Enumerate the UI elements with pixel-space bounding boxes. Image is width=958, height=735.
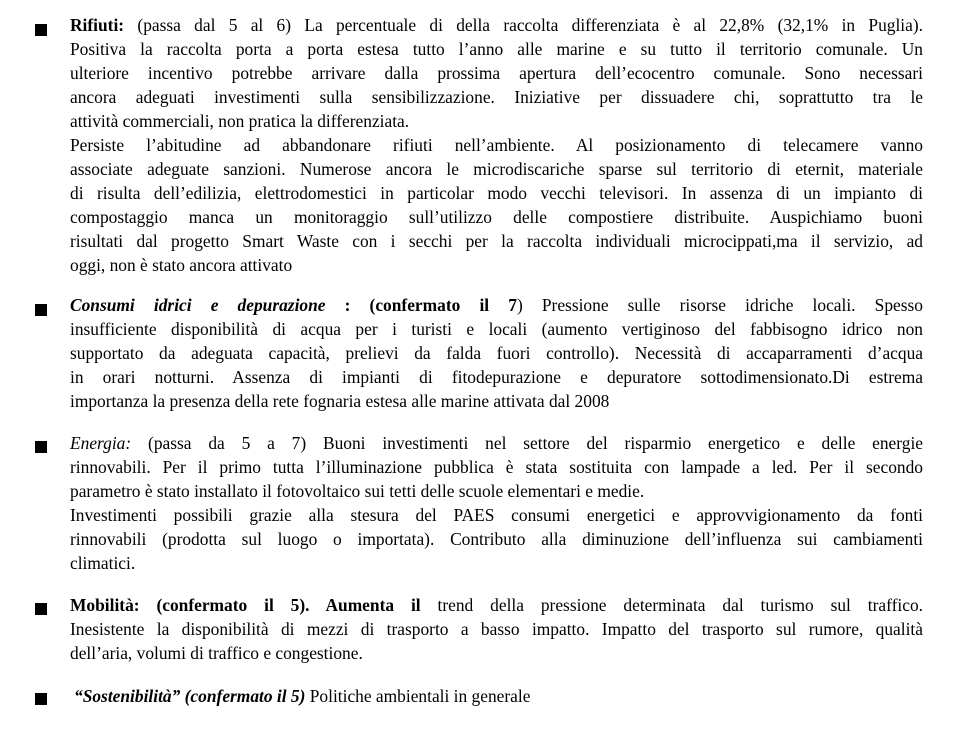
bullet-square-icon	[35, 693, 47, 705]
mobilita-line-1: Mobilità: (confermato il 5). Aumenta il trend della pressione determinata dal turismo sul traffico.	[70, 595, 923, 615]
consumi-status: (confermato il 7	[369, 295, 517, 315]
energia-line-2: rinnovabili. Per il primo tutta l’illuminazione pubblica è stata sostituita con lampade a led. Per il secondo	[70, 457, 923, 477]
rifiuti-line-8: di risulta dell’edilizia, elettrodomestici in particolar modo vecchi televisori. In assenza di un impianto di	[70, 183, 923, 203]
consumi-line-5: importanza la presenza della rete fognaria estesa alle marine attivata dal 2008	[70, 391, 610, 411]
mobilita-line-3: dell’aria, volumi di traffico e congestione.	[70, 643, 363, 663]
rifiuti-line-6: Persiste l’abitudine ad abbandonare rifiuti nell’ambiente. Al posizionamento di telecamere vanno	[70, 135, 923, 155]
mobilita-title: Mobilità: (confermato il 5). Aumenta il	[70, 595, 421, 615]
rifiuti-line-10: risultati dal progetto Smart Waste con i secchi per la raccolta individuali microcippati,ma il servizio, ad	[70, 231, 923, 251]
energia-line-5: rinnovabili (prodotta sul luogo o importata). Contributo alla diminuzione dell’influenza sui cambiamenti	[70, 529, 923, 549]
rifiuti-line-7: associate adeguate sanzioni. Numerose ancora le microdiscariche sparse sul territorio di eternit, materiale	[70, 159, 923, 179]
bullet-square-icon	[35, 304, 47, 316]
energia-title: Energia:	[70, 433, 132, 453]
mobilita-line-2: Inesistente la disponibilità di mezzi di trasporto a basso impatto. Impatto del trasporto sul rumore, qualità	[70, 619, 923, 639]
energia-line-3: parametro è stato installato il fotovoltaico sui tetti delle scuole elementari e medie.	[70, 481, 645, 501]
consumi-title: Consumi idrici e depurazione	[70, 295, 326, 315]
bullet-square-icon	[35, 441, 47, 453]
rifiuti-line-3: ulteriore incentivo potrebbe arrivare dalla prossima apertura dell’ecocentro comunale. Sono necessari	[70, 63, 923, 83]
rifiuti-line-9: compostaggio manca un monitoraggio sull’utilizzo delle compostiere distribuite. Auspichiamo buoni	[70, 207, 923, 227]
sostenibilita-title: “Sostenibilità” (confermato il 5)	[74, 686, 306, 706]
rifiuti-line-1: Rifiuti: (passa dal 5 al 6) La percentuale di della raccolta differenziata è al 22,8% (32,1% in Puglia).	[70, 15, 923, 35]
energia-line-6: climatici.	[70, 553, 136, 573]
consumi-line-2: insufficiente disponibilità di acqua per i turisti e locali (aumento vertiginoso del fabbisogno idrico non	[70, 319, 923, 339]
bullet-square-icon	[35, 603, 47, 615]
consumi-line-3: supportato da adeguata capacità, prelievi da falda fuori controllo). Necessità di accaparramenti d’acqua	[70, 343, 923, 363]
sostenibilita-line-1: “Sostenibilità” (confermato il 5) Politiche ambientali in generale	[74, 686, 531, 706]
energia-line-1: Energia: (passa da 5 a 7) Buoni investimenti nel settore del risparmio energetico e delle energie	[70, 433, 923, 453]
rifiuti-line-2: Positiva la raccolta porta a porta estesa tutto l’anno alle marine e su tutto il territorio comunale. Un	[70, 39, 923, 59]
consumi-line-1: Consumi idrici e depurazione : (confermato il 7) Pressione sulle risorse idriche locali. Spesso	[70, 295, 923, 315]
energia-line-4: Investimenti possibili grazie alla stesura del PAES consumi energetici e approvvigionamento da fonti	[70, 505, 923, 525]
rifiuti-title: Rifiuti:	[70, 15, 125, 35]
rifiuti-line-4: ancora adeguati investimenti sulla sensibilizzazione. Iniziative per dissuadere chi, soprattutto tra le	[70, 87, 923, 107]
bullet-square-icon	[35, 24, 47, 36]
rifiuti-line-5: attività commerciali, non pratica la differenziata.	[70, 111, 410, 131]
consumi-line-4: in orari notturni. Assenza di impianti di fitodepurazione e depuratore sottodimensionato.Di estrema	[70, 367, 923, 387]
rifiuti-line-11: oggi, non è stato ancora attivato	[70, 255, 293, 275]
